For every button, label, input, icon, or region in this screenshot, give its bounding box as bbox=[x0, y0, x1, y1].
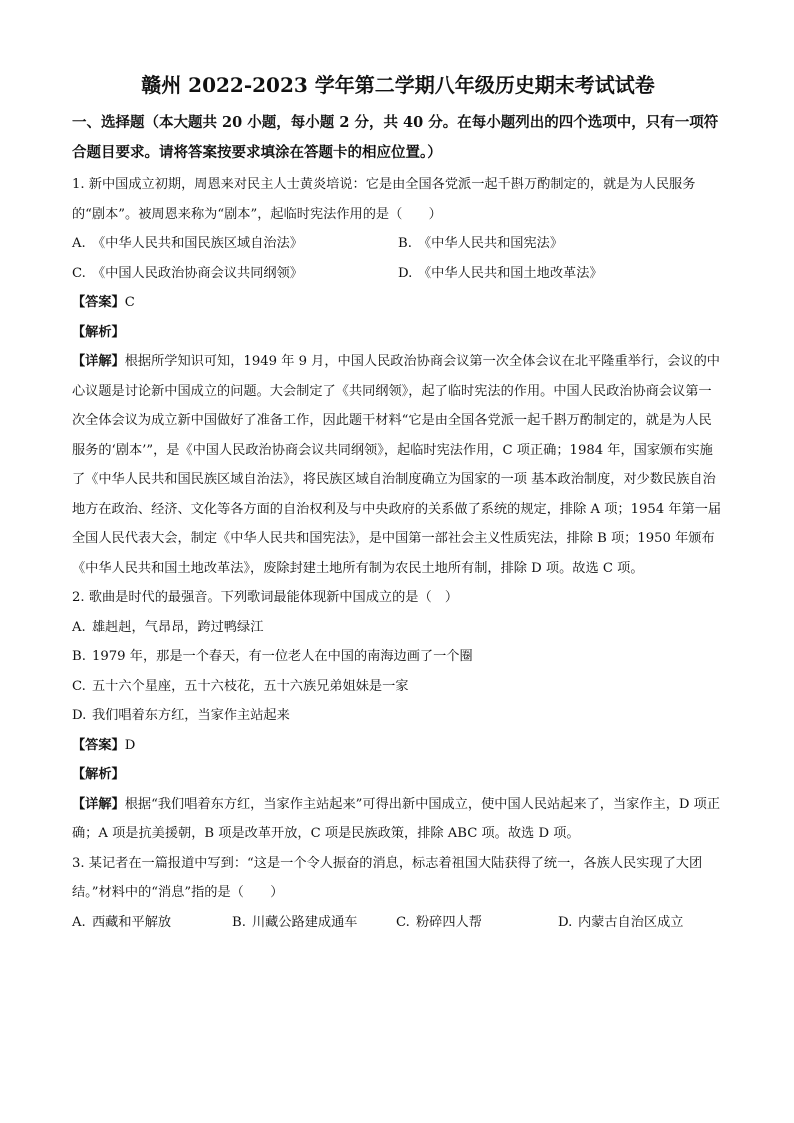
analysis-label: 【解析】 bbox=[72, 324, 125, 340]
exam-page bbox=[72, 70, 724, 937]
option-a: A. 雄赳赳，气昂昂，跨过鸭绿江 bbox=[72, 619, 264, 635]
option-b: B. 川藏公路建成通车 bbox=[232, 914, 358, 930]
option-b: B. 《中华人民共和国宪法》 bbox=[398, 236, 564, 251]
section-header: 一、选择题（本大题共 20 小题，每小题 2 分，共 40 分。在每小题列出的四个选项中，只有一项符合题目要求。请将答案按要求填涂在答题卡的相应位置。） bbox=[72, 114, 719, 161]
detail-text: 【详解】根据“我们唱着东方红，当家作主站起来”可得出新中国成立，使中国人民站起来了，当家作主，D 项正确；A 项是抗美援朝，B 项是改革开放，C 项是民族政策，排除 ABC 项。故选 D 项。 bbox=[72, 796, 721, 841]
question-stem: 1. 新中国成立初期，周恩来对民主人士黄炎培说：它是由全国各党派一起千斟万酌制定的，就是为人民服务的“剧本”。被周恩来称为“剧本”，起临时宪法作用的是（ ） bbox=[72, 177, 696, 222]
page-title: 赣州 2022-2023 学年第二学期八年级历史期末考试试卷 bbox=[141, 73, 655, 97]
question-1 bbox=[72, 170, 724, 583]
option-c: C. 粉碎四人帮 bbox=[396, 914, 482, 930]
option-c: C. 五十六个星座，五十六枝花，五十六族兄弟姐妹是一家 bbox=[72, 678, 409, 694]
detail-text: 【详解】根据所学知识可知，1949 年 9 月，中国人民政治协商会议第一次全体会议在北平隆重举行，会议的中心议题是讨论新中国成立的问题。大会制定了《共同纲领》，起了临时宪法的作用。中国人民政治协商会议第一次全体会议为成立新中国做好了准备工作，因此题干材料“它是由全国各党派一起千斟万酌制定的，就是为人民服务的‘剧本’”，是《中国人民政治协商会议共同纲领》，起临时宪法作用，C 项正确；1984 年，国家颁布实施了《中华人民共和国民族区域自治法》，将民族区域自治制度确立为国家的一项 基本政治制度，对少数民族自治地方在政治、经济、文化等各方面的自治权利及与中央政府的关系做了系统的规定，排除 A 项；1954 年第一届全国人民代表大会，制定《中华人民共和国宪法》，是中国第一部社会主义性质宪法，排除 B 项；1950 年颁布《中华人民共和国土地改革法》，废除封建土地所有制为农民土地所有制，排除 D 项。故选 C 项。 bbox=[72, 354, 722, 576]
option-d: D. 内蒙古自治区成立 bbox=[558, 914, 684, 930]
answer-line: 【答案】C bbox=[72, 295, 135, 310]
options bbox=[72, 229, 724, 288]
option-a: A. 《中华人民共和国民族区域自治法》 bbox=[72, 236, 303, 251]
option-a: A. 西藏和平解放 bbox=[72, 914, 172, 930]
question-stem: 2. 歌曲是时代的最强音。下列歌词最能体现新中国成立的是（ ） bbox=[72, 590, 459, 605]
question-3 bbox=[72, 849, 724, 938]
option-d: D. 《中华人民共和国土地改革法》 bbox=[398, 265, 603, 281]
options bbox=[72, 908, 724, 938]
question-stem: 3. 某记者在一篇报道中写到：“这是一个令人振奋的消息，标志着祖国大陆获得了统一，各族人民实现了大团结。”材料中的“消息”指的是（ ） bbox=[72, 855, 703, 900]
analysis-label: 【解析】 bbox=[72, 767, 125, 782]
answer-line: 【答案】D bbox=[72, 737, 136, 753]
option-d: D. 我们唱着东方红，当家作主站起来 bbox=[72, 708, 290, 723]
option-b: B. 1979 年，那是一个春天，有一位老人在中国的南海边画了一个圈 bbox=[72, 649, 473, 664]
option-c: C. 《中国人民政治协商会议共同纲领》 bbox=[72, 265, 303, 281]
question-2 bbox=[72, 583, 724, 849]
